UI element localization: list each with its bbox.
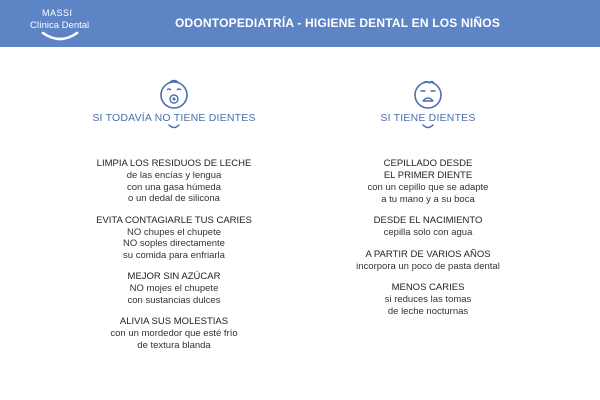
- tip-title: DESDE EL NACIMIENTO: [373, 215, 483, 226]
- tip-line: cepilla solo con agua: [383, 227, 473, 238]
- tip-line: con un cepillo que se adapte: [367, 182, 489, 193]
- tip-title: ALIVIA SUS MOLESTIAS: [119, 316, 229, 327]
- smile-divider-icon: [167, 124, 181, 130]
- page-title: ODONTOPEDIATRÍA - HIGIENE DENTAL EN LOS NIÑOS: [175, 16, 501, 30]
- tip-line: su comida para enfriarla: [123, 249, 225, 261]
- logo-name: MASSI: [42, 8, 73, 18]
- tip-item: [318, 249, 538, 273]
- tip-line: incorpora un poco de pasta dental: [356, 260, 500, 272]
- tip-title: A PARTIR DE VARIOS AÑOS: [365, 248, 491, 260]
- tip-title: MENOS CARIES: [391, 282, 465, 293]
- tip-line: si reduces las tomas: [384, 294, 472, 305]
- tip-item: [318, 215, 538, 239]
- tip-line: o un dedal de silicona: [128, 193, 220, 204]
- logo-smile-icon: [40, 31, 80, 43]
- tip-line: NO chupes el chupete: [126, 226, 221, 238]
- tip-line: de textura blanda: [137, 339, 211, 351]
- tip-item: [318, 158, 538, 205]
- column-heading: SI TODAVÍA NO TIENE DIENTES: [92, 112, 256, 124]
- column-heading: SI TIENE DIENTES: [380, 112, 476, 124]
- tip-title: LIMPIA LOS RESIDUOS DE LECHE: [96, 158, 252, 169]
- tip-title: CEPILLADO DESDE EL PRIMER DIENTE: [383, 158, 473, 181]
- column-no-teeth: [64, 78, 284, 361]
- tip-title: EVITA CONTAGIARLE TUS CARIES: [96, 214, 252, 226]
- tip-item: [64, 158, 284, 205]
- logo-subtitle: Clínica Dental: [30, 20, 90, 31]
- baby-face-pacifier-icon: [157, 78, 191, 110]
- column-with-teeth: [318, 78, 538, 327]
- tip-line: con una gasa húmeda: [126, 181, 222, 193]
- tip-item: [64, 215, 284, 262]
- tip-item: [64, 271, 284, 306]
- tip-line: de las encías y lengua: [126, 170, 222, 181]
- tip-item: [64, 316, 284, 351]
- smile-divider-icon: [421, 124, 435, 130]
- tip-line: NO soples directamente: [123, 238, 225, 249]
- header-bar: [0, 0, 600, 47]
- clinic-logo[interactable]: [16, 5, 106, 45]
- tip-line: NO mojes el chupete: [129, 283, 219, 294]
- tip-line: con sustancias dulces: [127, 294, 221, 306]
- tip-line: con un mordedor que esté frío: [110, 328, 238, 339]
- tip-line: a tu mano y a su boca: [381, 193, 475, 205]
- tip-item: [318, 282, 538, 317]
- baby-face-crying-icon: [411, 78, 445, 110]
- tip-title: MEJOR SIN AZÚCAR: [127, 271, 221, 282]
- tip-line: de leche nocturnas: [387, 305, 469, 317]
